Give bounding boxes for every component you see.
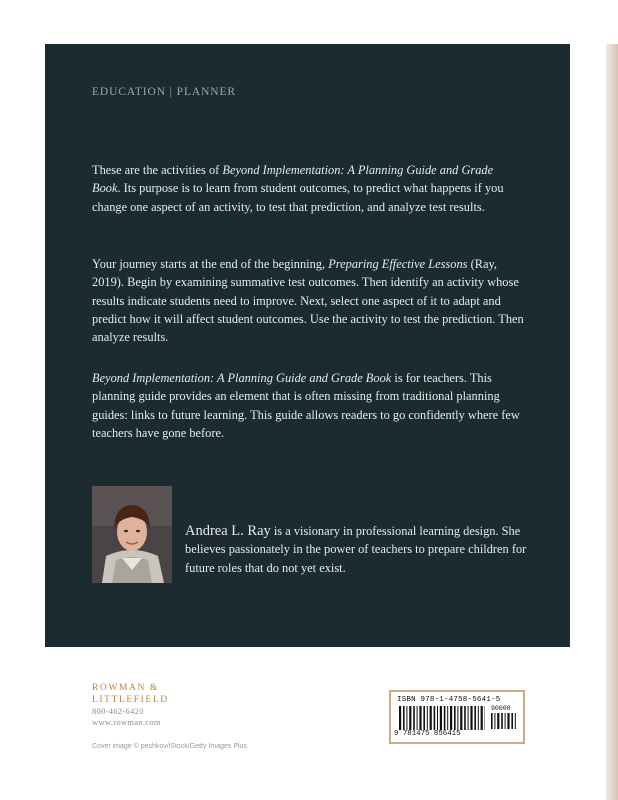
- cover-image-credit: Cover image © peshkov/iStock/Getty Images Plus: [92, 743, 247, 750]
- author-portrait-image: [92, 486, 172, 583]
- isbn-barcode: [389, 690, 525, 744]
- publisher-phone: 800-462-6420: [92, 706, 144, 716]
- blurb-1-intro: These are the activities of: [92, 163, 223, 177]
- ean-digits: 9 781475 856415: [394, 730, 461, 738]
- blurb-paragraph-2: [92, 255, 524, 346]
- book-title-ref-1: Beyond Implementation: A Planning Guide and Grade Book: [92, 163, 494, 196]
- blurb-3-body: is for teachers. This planning guide provides an element that is often missing from traditional planning guides: links to future learning. This guide allows readers to go confidently where few teachers have gone before.: [92, 371, 520, 440]
- blurb-2-body: (Ray, 2019). Begin by examining summative test outcomes. Then identify an activity whose results indicate students need to improve. Next, select one aspect of it to adapt and predict how it will affect student outcomes. Use the activity to test the prediction. Then analyze results.: [92, 257, 524, 345]
- publisher-name-line-1: ROWMAN &: [92, 683, 159, 693]
- prior-book-title: Preparing Effective Lessons: [328, 257, 468, 271]
- addon-barcode-bars: [491, 713, 517, 729]
- category-label: EDUCATION | PLANNER: [92, 86, 236, 98]
- publisher-block: [92, 682, 169, 728]
- book-title-ref-2: Beyond Implementation: A Planning Guide and Grade Book: [92, 371, 392, 385]
- price-addon-code: 90000: [491, 705, 511, 712]
- author-photo: [92, 486, 172, 583]
- publisher-name-line-2: LITTLEFIELD: [92, 695, 169, 705]
- blurb-2-intro: Your journey starts at the end of the beginning,: [92, 257, 329, 271]
- author-bio: [185, 522, 530, 577]
- isbn-number: ISBN 978-1-4758-5641-5: [397, 696, 501, 704]
- blurb-paragraph-3: [92, 369, 524, 442]
- blurb-paragraph-1: [92, 161, 524, 216]
- blurb-1-body: . Its purpose is to learn from student outcomes, to predict what happens if you change one aspect of an activity, to test that prediction, and analyze test results.: [92, 181, 504, 214]
- barcode-bars: [399, 706, 485, 730]
- adjacent-page-edge: [606, 44, 618, 800]
- author-bio-text: is a visionary in professional learning design. She believes passionately in the power of teachers to prepare children for future roles that do not yet exist.: [185, 524, 527, 575]
- back-cover-panel: [45, 44, 570, 647]
- publisher-website: www.rowman.com: [92, 717, 161, 727]
- author-name: Andrea L. Ray: [185, 523, 271, 539]
